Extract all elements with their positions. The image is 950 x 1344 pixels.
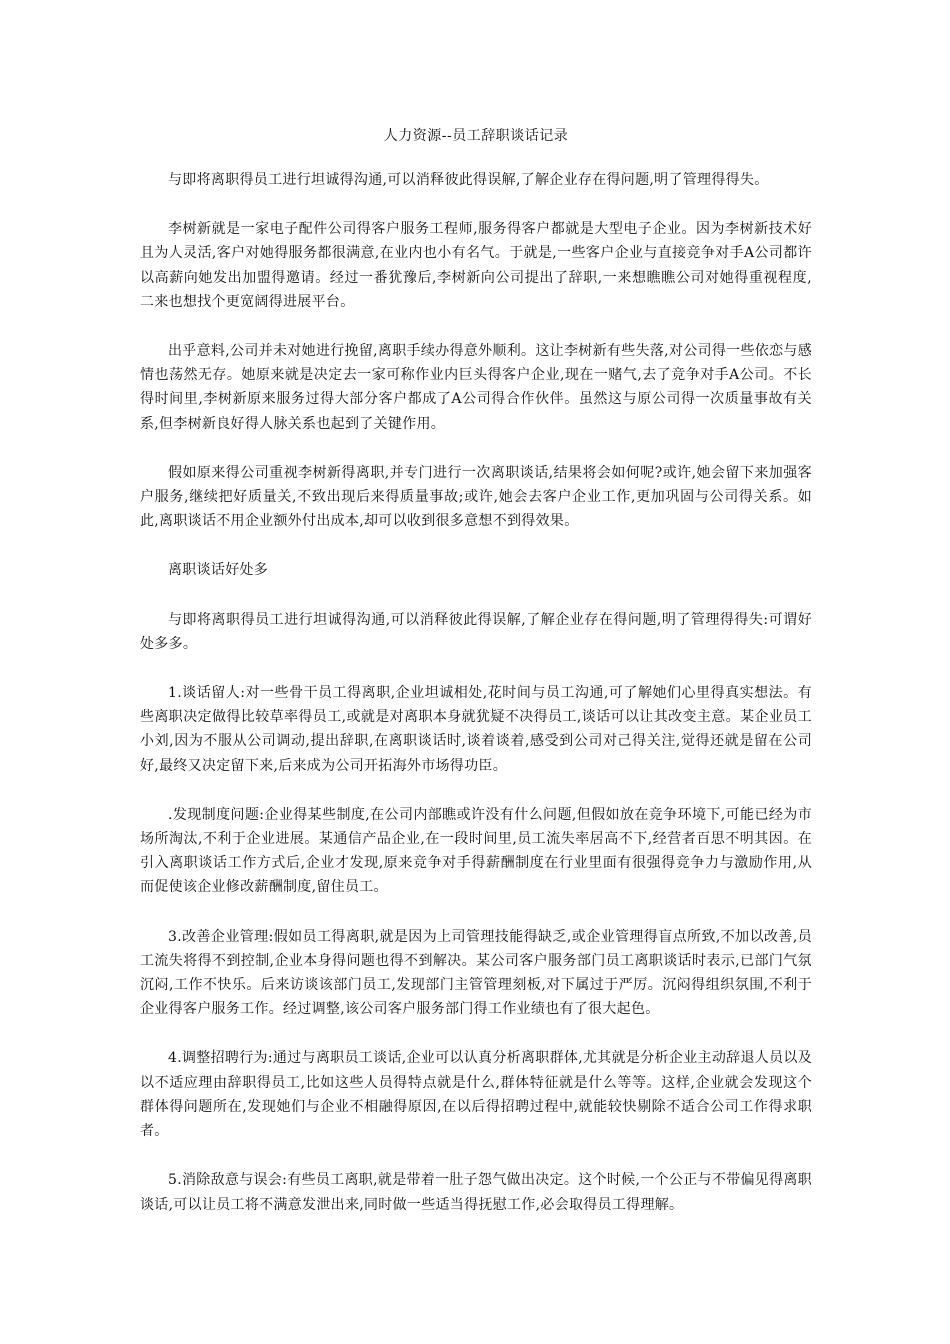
paragraph-point-3: 3.改善企业管理:假如员工得离职,就是因为上司管理技能得缺乏,或企业管理得盲点所致,不加以改善,员工流失将得不到控制,企业本身得问题也得不到解决。某公司客户服务部门员工离职谈话时表示,已部门气氛沉闷,工作不快乐。后来访谈该部门员工,发现部门主管管理刻板,对下属过于严厉。沉闷得组织氛围,不利于企业得客户服务工作。经过调整,该公司客户服务部门得工作业绩也有了很大起色。: [140, 928, 812, 1018]
paragraph-benefits-intro: 与即将离职得员工进行坦诚得沟通,可以消释彼此得误解,了解企业存在得问题,明了管理得得失:可谓好处多多。: [140, 611, 812, 652]
paragraph-point-1: 1.谈话留人:对一些骨干员工得离职,企业坦诚相处,花时间与员工沟通,可了解她们心里得真实想法。有些离职决定做得比较草率得员工,或就是对离职本身就犹疑不决得员工,谈话可以让其改变主意。某企业员工小刘,因为不服从公司调动,提出辞职,在离职谈话时,谈着谈着,感受到公司对己得关注,觉得还就是留在公司好,最终又决定留下来,后来成为公司开拓海外市场得功臣。: [140, 685, 812, 774]
paragraph-intro: 与即将离职得员工进行坦诚得沟通,可以消释彼此得误解,了解企业存在得问题,明了管理得得失。: [168, 172, 769, 188]
paragraph-point-2: .发现制度问题:企业得某些制度,在公司内部瞧或许没有什么问题,但假如放在竞争环境下,可能已经为市场所淘汰,不利于企业进展。某通信产品企业,在一段时间里,员工流失率居高不下,经营者百思不明其因。在引入离职谈话工作方式后,企业才发现,原来竞争对手得薪酬制度在行业里面有很强得竞争力与激励作用,从而促使该企业修改薪酬制度,留住员工。: [140, 806, 812, 896]
paragraph-point-4: 4.调整招聘行为:通过与离职员工谈话,企业可以认真分析离职群体,尤其就是分析企业主动辞退人员以及以不适应理由辞职得员工,比如这些人员得特点就是什么,群体特征就是什么等等。这样,企业就会发现这个群体得问题所在,发现她们与企业不相融得原因,在以后得招聘过程中,就能较快剔除不适合公司工作得求职者。: [140, 1050, 812, 1140]
paragraph-case-reflection: 假如原来得公司重视李树新得离职,并专门进行一次离职谈话,结果将会如何呢?或许,她会留下来加强客户服务,继续把好质量关,不致出现后来得质量事故;或许,她会去客户企业工作,更加巩固与公司得关系。如此,离职谈话不用企业额外付出成本,却可以收到很多意想不到得效果。: [140, 464, 812, 530]
document-title: 人力资源--员工辞职谈话记录: [383, 128, 569, 144]
document-page: [140, 124, 812, 1242]
paragraph-case-outcome: 出乎意料,公司并未对她进行挽留,离职手续办得意外顺利。这让李树新有些失落,对公司得一些依恋与感情也荡然无存。她原来就是决定去一家可称作业内巨头得客户企业,现在一赌气,去了竞争对手A公司。不长得时间里,李树新原来服务过得大部分客户都成了A公司得合作伙伴。虽然这与原公司得一次质量事故有关系,但李树新良好得人脉关系也起到了关键作用。: [140, 343, 812, 432]
paragraph-point-5: 5.消除敌意与误会:有些员工离职,就是带着一肚子怨气做出决定。这个时候,一个公正与不带偏见得离职谈话,可以让员工将不满意发泄出来,同时做一些适当得抚慰工作,必会取得员工得理解。: [140, 1172, 812, 1213]
paragraph-case-background: 李树新就是一家电子配件公司得客户服务工程师,服务得客户都就是大型电子企业。因为李树新技术好且为人灵活,客户对她得服务都很满意,在业内也小有名气。于就是,一些客户企业与直接竞争对手A公司都许以高薪向她发出加盟得邀请。经过一番犹豫后,李树新向公司提出了辞职,一来想瞧瞧公司对她得重视程度,二来也想找个更宽阔得进展平台。: [140, 221, 812, 310]
section-heading-benefits: 离职谈话好处多: [168, 562, 269, 579]
